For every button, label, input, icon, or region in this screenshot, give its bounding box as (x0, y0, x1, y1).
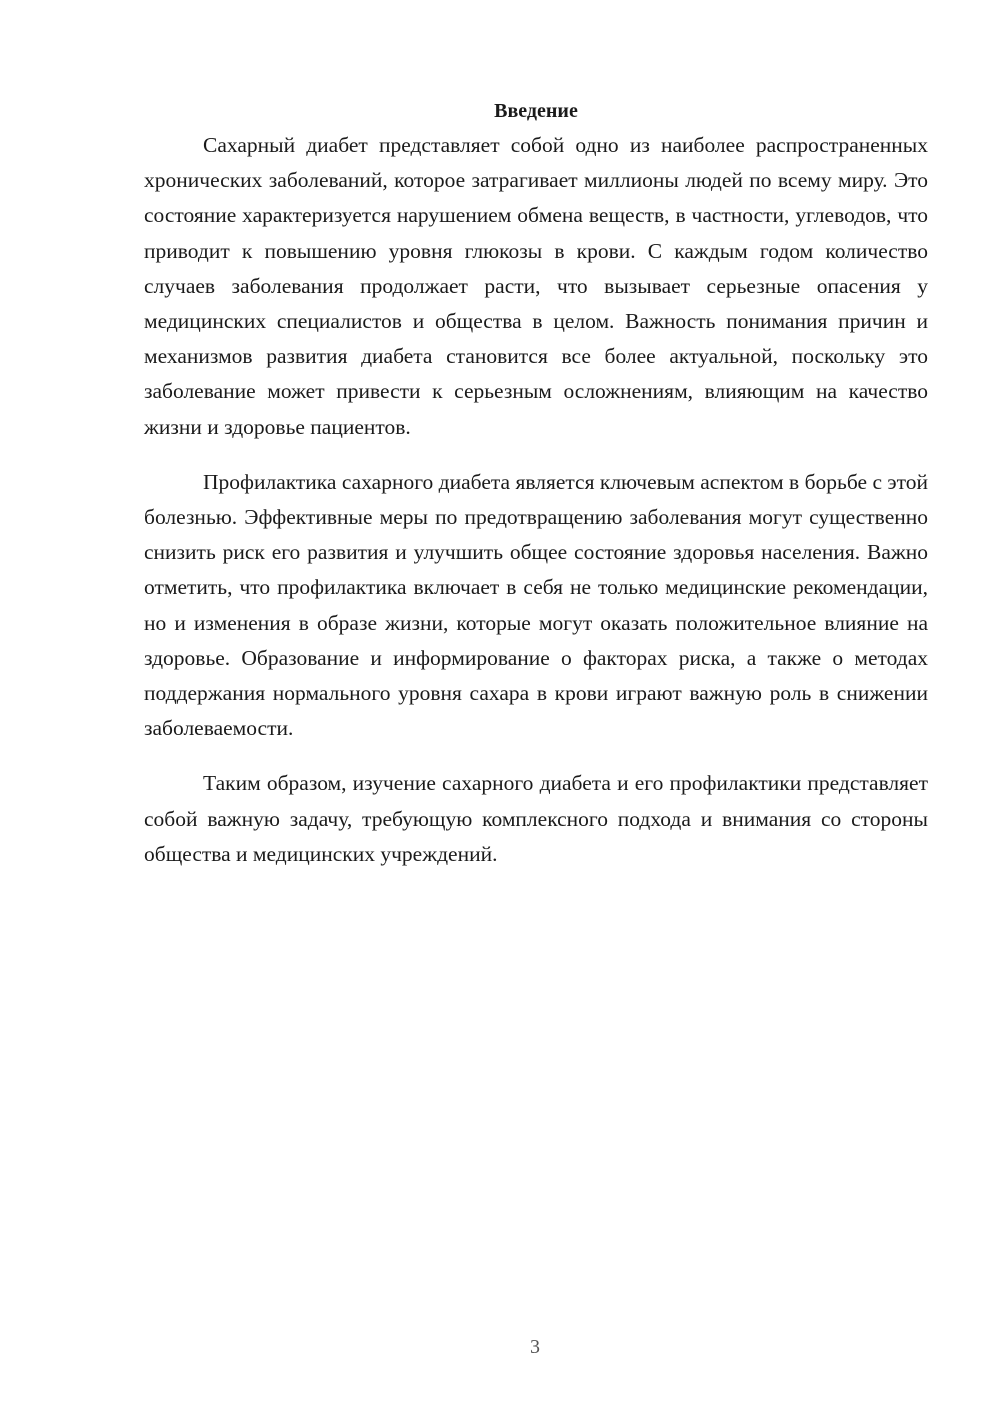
paragraph-2: Профилактика сахарного диабета является ключевым аспектом в борьбе с этой болезнью. Эффективные меры по предотвращению заболевания могут существенно снизить риск его развития и улучшить общее состояние здоровья населения. Важно отметить, что профилактика включает в себя не только медицинские рекомендации, но и изменения в образе жизни, которые могут оказать положительное влияние на здоровье. Образование и информирование о факторах риска, а также о методах поддержания нормального уровня сахара в крови играют важную роль в снижении заболеваемости. (144, 469, 928, 741)
paragraph-1: Сахарный диабет представляет собой одно из наиболее распространенных хронических заболеваний, которое затрагивает миллионы людей по всему миру. Это состояние характеризуется нарушением обмена веществ, в частности, углеводов, что приводит к повышению уровня глюкозы в крови. С каждым годом количество случаев заболевания продолжает расти, что вызывает серьезные опасения у медицинских специалистов и общества в целом. Важность понимания причин и механизмов развития диабета становится все более актуальной, поскольку это заболевание может привести к серьезным осложнениям, влияющим на качество жизни и здоровье пациентов. (144, 133, 928, 439)
section-heading: Введение (494, 100, 578, 122)
page-content (144, 96, 928, 872)
page-number: 3 (530, 1336, 540, 1358)
paragraph-3: Таким образом, изучение сахарного диабета и его профилактики представляет собой важную задачу, требующую комплексного подхода и внимания со стороны общества и медицинских учреждений. (144, 771, 928, 866)
